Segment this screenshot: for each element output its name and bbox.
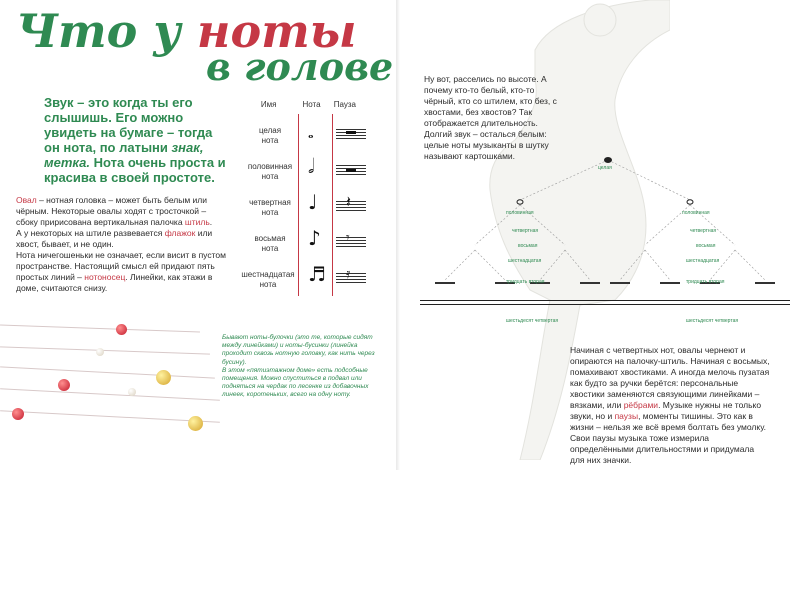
tree-label-thirtysecond: тридцать вторая [686,279,725,285]
title-word-what: Что у [16,4,197,58]
intro-text-1: Звук – это когда ты его слышишь. Его можно увидеть на бумаге – тогда он нота, по латыни [44,95,213,155]
whole-rest-icon [346,131,356,134]
tree-label-sixtyfourth: шестьдесят четвертая [506,318,559,324]
header-note: Нота [302,100,321,109]
eighth-rest-icon: 𝄾 [346,230,350,246]
tree-base-line [420,304,790,305]
row-name: шестнадцатая нота [241,270,295,289]
table-row [242,228,368,256]
body-text: А у некоторых на штиле развевается [16,228,165,238]
row-name: четвертная нота [249,198,291,217]
staff-lines [336,235,366,249]
tree-label-eighth: восьмая [518,243,538,249]
left-page [0,0,400,470]
gold-bead [188,416,203,431]
note-duration-tree [420,150,790,335]
quarter-rest-icon: 𝄽 [346,192,351,211]
half-note-icon [687,200,693,204]
row-name: целая нота [258,126,282,145]
term-flag: флажок [164,228,196,238]
bead-caption [222,334,378,400]
body-text: . [209,217,213,227]
row-name: половинная нота [247,162,293,181]
table-row [242,156,368,184]
tree-label-thirtysecond: тридцать вторая [506,279,545,285]
caption-para-1: Бывают ноты-булочки (это те, которые сидят между линейками) и ноты-бусинки (линейка проходит сквозь нотную головку, как нить через бусину). [222,334,375,366]
red-bead [58,379,70,391]
gold-bead [156,370,171,385]
left-body-text [16,195,226,294]
quarter-note-icon: ♩ [308,190,318,214]
table-row [242,264,368,292]
title-line-2: в голове [206,44,394,89]
table-row [242,192,368,220]
bead-string [0,346,210,354]
caption-para-2: В этом «пятиэтажном доме» есть подсобные помещения. Можно спуститься в подвал или подняться на чердак по лесенке из добавочных линеек, коротеньких, всего на одну ноту. [222,366,369,399]
right-page [400,0,800,470]
term-stem: штиль [184,217,210,227]
header-name: Имя [260,100,277,109]
body-text: . Музыке нужны не только звуки, но и [570,400,762,421]
table-row [242,120,368,148]
body-text: , моменты тишины. Это как в жизни – нельзя же всё время болтать без умолку. Свои паузы музыка тоже измерила определёнными длительностями и придумала для них значки. [570,411,766,465]
red-bead [116,324,127,335]
term-rests: паузы [614,411,639,421]
tree-label-sixtyfourth: шестьдесят четвертая [686,318,739,324]
left-body-para-3 [16,250,226,294]
left-body-para-2 [16,228,226,250]
intro-text-2: Нота очень проста и красива в своей простоте. [44,155,226,185]
tree-label-quarter: четвертная [690,228,717,234]
tree-label-half: половинная [506,210,534,216]
pearl-bead [128,388,136,396]
body-text: или хвост, бывает, и не один. [16,228,213,249]
staff-lines [336,127,366,141]
tree-base-line [420,300,790,301]
term-staff: нотоносец [84,272,126,282]
tree-label-sixteenth: шестнадцатая [686,258,720,264]
tree-label-whole: целая [598,165,612,171]
bead-string [0,388,220,401]
half-note-icon: 𝅗𝅥 [308,154,315,178]
right-bottom-text [570,345,770,466]
eighth-note-icon: ♪ [308,226,321,250]
half-rest-icon [346,169,356,172]
table-header [242,100,362,114]
tree-label-sixteenth: шестнадцатая [508,258,542,264]
bead-string [0,410,220,423]
red-bead [12,408,24,420]
body-text: Нота ничегошеньки не означает, если висит в пустом пространстве. Настоящий смысл ей придают пять простых линий – [16,250,226,282]
left-body-para-1 [16,195,226,228]
whole-note-icon: 𝅝 [308,126,314,142]
bead-staff-illustration [0,318,230,438]
right-top-text: Ну вот, расселись по высоте. А почему кто-то белый, кто-то чёрный, кто со штилем, кто без, с хвостами, без хвостов? Так отображается длительность. Долгий звук – осталься белым: целые ноты музыканты в шутку называют картошками. [424,74,557,161]
half-note-icon [517,200,523,204]
bead-string [0,325,200,333]
dancer-head [584,4,616,36]
body-text: . Линейки, как этажи в доме, считаются снизу. [16,272,213,293]
body-text: Начиная с четвертных нот, овалы чернеют и опираются на палочку-штиль. Начиная с восьмых, помахивают хвостиками. А иногда мелочь пузатая как будто за ручки берётся: персональные хвостики заменяются связующими линейками – вязками, или [570,345,770,410]
intro-paragraph [44,95,230,185]
sixteenth-rest-icon: 𝄿 [346,266,351,282]
pearl-bead [96,348,104,356]
title-word-notes: ноты [196,4,357,58]
staff-lines [336,199,366,213]
whole-note-icon [604,157,612,163]
intro-italic: знак, метка. [44,140,204,170]
header-rest: Пауза [333,100,356,109]
term-oval: Овал [16,195,37,205]
note-duration-table [242,100,362,300]
bead-string [0,366,215,378]
body-text: – нотная головка – может быть белым или чёрным. Некоторые овалы ходят с тросточкой – сбоку пририсована вертикальная палочка [16,195,207,227]
tree-label-half: половинная [682,210,710,216]
staff-lines [336,271,366,285]
sixteenth-note-icon: ♬ [308,262,326,286]
row-name: восьмая нота [254,234,286,253]
tree-label-eighth: восьмая [696,243,716,249]
tree-label-quarter: четвертная [512,228,539,234]
term-ribs: рёбрами [623,400,659,410]
